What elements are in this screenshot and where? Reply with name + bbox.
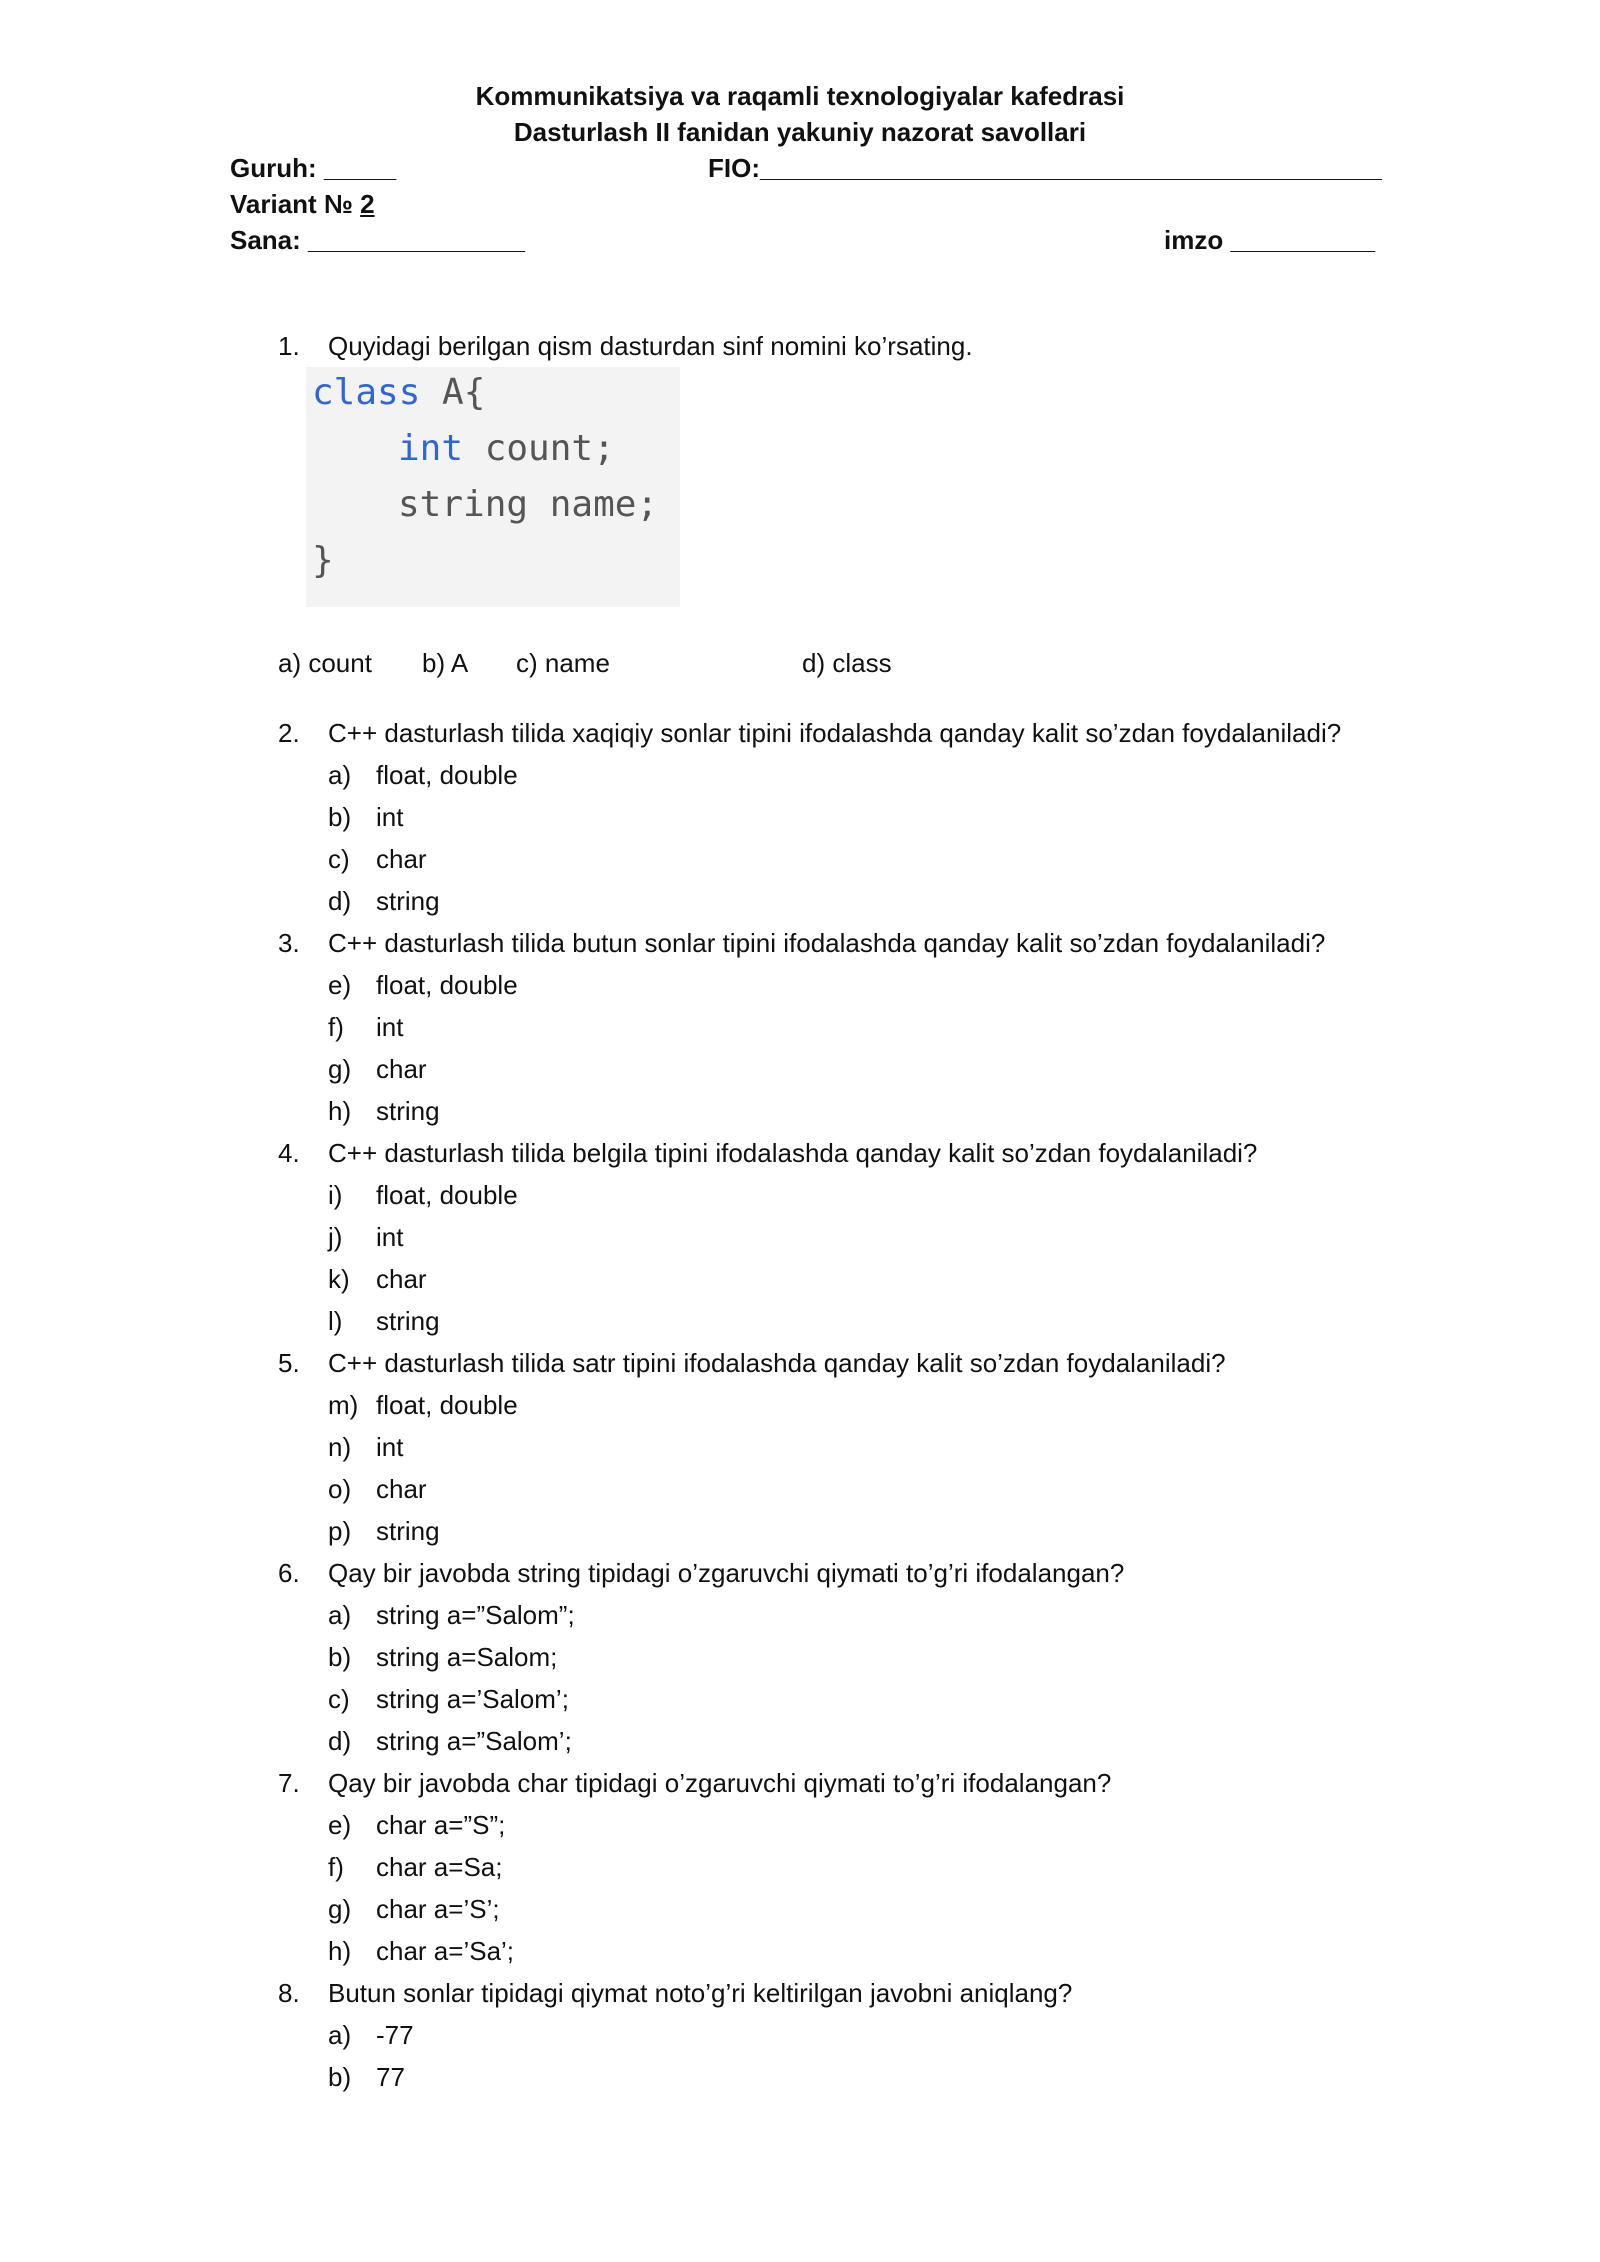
option-text: float, double (376, 970, 518, 1000)
question-text: Butun sonlar tipidagi qiymat noto’g’ri keltirilgan javobni aniqlang? (328, 1978, 1073, 2008)
option-letter: l) (328, 1306, 343, 1336)
option-text: string (376, 1516, 440, 1546)
option-text: char a=’Sa’; (376, 1936, 515, 1966)
option-letter: k) (328, 1264, 350, 1294)
option-letter: h) (328, 1096, 352, 1126)
option-letter: f) (328, 1012, 344, 1042)
option-letter: a) (328, 1600, 352, 1630)
answer-option (278, 1258, 1428, 1300)
answer-option (278, 1006, 1428, 1048)
option-text: int (376, 1012, 404, 1042)
option-letter: b) (328, 802, 352, 832)
variant-label: Variant № (230, 189, 353, 219)
answer-option (278, 754, 1428, 796)
department-title: Kommunikatsiya va raqamli texnologiyalar kafedrasi (475, 81, 1125, 111)
answer-option (278, 1174, 1428, 1216)
option-letter: g) (328, 1894, 352, 1924)
answer-option (278, 1594, 1428, 1636)
question-4 (278, 1132, 1428, 1174)
variant-number: 2 (360, 189, 375, 219)
question-text: C++ dasturlash tilida xaqiqiy sonlar tipini ifodalashda qanday kalit so’zdan foydalaniladi? (328, 718, 1342, 748)
question-8 (278, 1972, 1428, 2014)
option-text: int (376, 802, 404, 832)
answer-option (278, 1510, 1428, 1552)
option-text: char (376, 1474, 427, 1504)
question-6 (278, 1552, 1428, 1594)
question-text: Qay bir javobda char tipidagi o’zgaruvchi qiymati to’g’ri ifodalangan? (328, 1768, 1112, 1798)
answer-option (278, 1930, 1428, 1972)
question-7 (278, 1762, 1428, 1804)
option-letter: d) (328, 886, 352, 916)
question-number: 4. (278, 1138, 300, 1168)
option-text: string (376, 1096, 440, 1126)
group-field: Guruh: _____ (230, 153, 397, 183)
signature-field: imzo __________ (1164, 225, 1376, 255)
answer-option (278, 1300, 1428, 1342)
answer-option (278, 1048, 1428, 1090)
option-letter: e) (328, 970, 352, 1000)
option-letter: m) (328, 1390, 359, 1420)
option-letter: i) (328, 1180, 343, 1210)
answer-option (278, 880, 1428, 922)
option-letter: c) (328, 844, 350, 874)
question-text: Quyidagi berilgan qism dasturdan sinf nomini ko’rsating. (328, 331, 973, 361)
option-text: string a=Salom; (376, 1642, 558, 1672)
q1-option-a: a) count (278, 648, 372, 678)
answer-option (278, 964, 1428, 1006)
question-number: 7. (278, 1768, 300, 1798)
q1-option-d: d) class (802, 648, 892, 678)
option-text: float, double (376, 1180, 518, 1210)
answer-option (278, 796, 1428, 838)
answer-option (278, 1636, 1428, 1678)
question-list (278, 712, 1428, 2098)
option-text: char a=Sa; (376, 1852, 503, 1882)
variant-field (230, 186, 375, 222)
question-number: 3. (278, 928, 300, 958)
option-letter: n) (328, 1432, 352, 1462)
question-text: C++ dasturlash tilida butun sonlar tipini ifodalashda qanday kalit so’zdan foydalaniladi? (328, 928, 1326, 958)
question-number: 1. (278, 331, 300, 361)
option-text: string a=”Salom”; (376, 1600, 575, 1630)
date-field: Sana: _______________ (230, 225, 525, 255)
option-letter: d) (328, 1726, 352, 1756)
option-letter: h) (328, 1936, 352, 1966)
question-number: 2. (278, 718, 300, 748)
code-line-2: int count; (398, 428, 615, 469)
question-number: 6. (278, 1558, 300, 1588)
option-letter: b) (328, 2062, 352, 2092)
fio-field: FIO:___________________________________________ (708, 153, 1382, 183)
code-line-1: class A{ (312, 372, 486, 413)
option-text: string (376, 886, 440, 916)
option-text: char (376, 1264, 427, 1294)
option-letter: g) (328, 1054, 352, 1084)
option-text: string a=”Salom’; (376, 1726, 572, 1756)
question-text: Qay bir javobda string tipidagi o’zgaruvchi qiymati to’g’ri ifodalangan? (328, 1558, 1125, 1588)
question-number: 8. (278, 1978, 300, 2008)
answer-option (278, 838, 1428, 880)
answer-option (278, 1888, 1428, 1930)
option-letter: e) (328, 1810, 352, 1840)
option-letter: f) (328, 1852, 344, 1882)
question-text: C++ dasturlash tilida satr tipini ifodalashda qanday kalit so’zdan foydalaniladi? (328, 1348, 1226, 1378)
option-text: char (376, 1054, 427, 1084)
code-line-4: } (312, 540, 334, 581)
exam-title: Dasturlash II fanidan yakuniy nazorat savollari (513, 117, 1087, 147)
q1-option-b: b) A (422, 648, 469, 678)
option-letter: b) (328, 1642, 352, 1672)
answer-option (278, 1804, 1428, 1846)
code-line-3: string name; (398, 484, 659, 525)
question-text: C++ dasturlash tilida belgila tipini ifodalashda qanday kalit so’zdan foydalaniladi? (328, 1138, 1258, 1168)
option-text: int (376, 1432, 404, 1462)
question-1 (278, 325, 1428, 367)
option-text: char a=’S’; (376, 1894, 500, 1924)
question-number: 5. (278, 1348, 300, 1378)
option-letter: j) (328, 1222, 343, 1252)
option-text: string (376, 1306, 440, 1336)
option-letter: p) (328, 1516, 352, 1546)
option-letter: a) (328, 2020, 352, 2050)
option-text: char a=”S”; (376, 1810, 506, 1840)
answer-option (278, 1384, 1428, 1426)
option-text: float, double (376, 1390, 518, 1420)
answer-option (278, 2056, 1428, 2098)
option-text: -77 (376, 2020, 414, 2050)
answer-option (278, 1090, 1428, 1132)
option-text: float, double (376, 760, 518, 790)
answer-option (278, 1216, 1428, 1258)
option-text: char (376, 844, 427, 874)
option-letter: o) (328, 1474, 352, 1504)
option-text: string a=’Salom’; (376, 1684, 569, 1714)
answer-option (278, 1426, 1428, 1468)
option-letter: a) (328, 760, 352, 790)
answer-option (278, 1846, 1428, 1888)
option-letter: c) (328, 1684, 350, 1714)
answer-option (278, 1468, 1428, 1510)
q1-option-c: c) name (516, 648, 610, 678)
question-3 (278, 922, 1428, 964)
answer-option (278, 2014, 1428, 2056)
answer-option (278, 1720, 1428, 1762)
question-5 (278, 1342, 1428, 1384)
question-2 (278, 712, 1428, 754)
code-snippet (306, 367, 680, 607)
option-text: 77 (376, 2062, 405, 2092)
option-text: int (376, 1222, 404, 1252)
answer-option (278, 1678, 1428, 1720)
